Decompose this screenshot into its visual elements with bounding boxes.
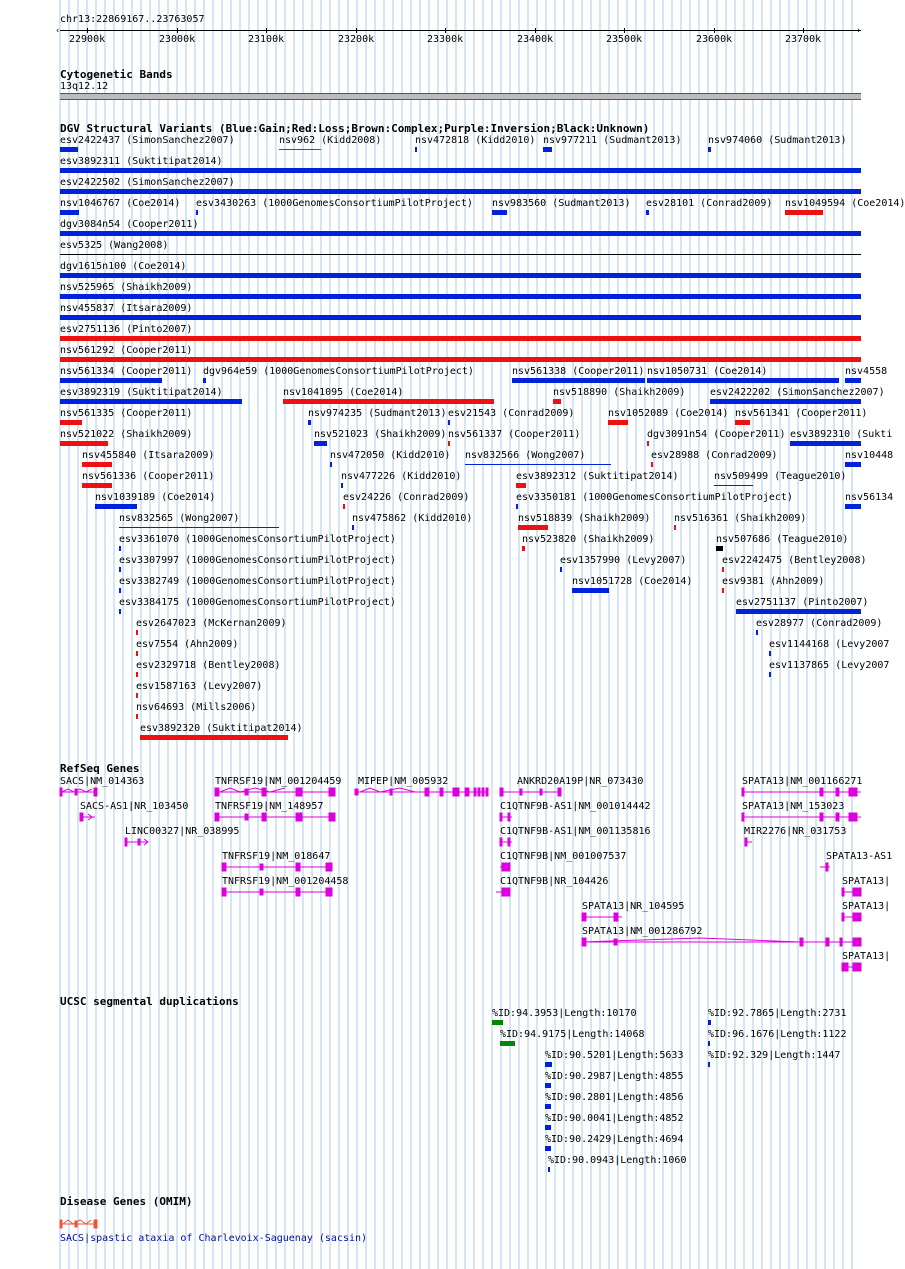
gene-label: SPATA13| xyxy=(842,901,891,912)
variant-label: nsv1052089 (Coe2014) xyxy=(608,408,729,419)
variant-label: esv3892310 (Sukti xyxy=(790,429,893,440)
segdup-label: %ID:90.2801|Length:4856 xyxy=(545,1092,684,1103)
variant-label: nsv472818 (Kidd2010) xyxy=(415,135,536,146)
cytoband-label: 13q12.12 xyxy=(60,81,109,92)
variant-label: esv2751136 (Pinto2007) xyxy=(60,324,193,335)
gene-label: C1QTNF9B-AS1|NM_001135816 xyxy=(500,826,651,837)
variant-label: esv2422437 (SimonSanchez2007) xyxy=(60,135,235,146)
variant-label: esv3350181 (1000GenomesConsortiumPilotProject) xyxy=(516,492,793,503)
segdup-bar[interactable] xyxy=(548,1167,550,1172)
variant-label: nsv974235 (Sudmant2013) xyxy=(308,408,447,419)
variant-label: esv3382749 (1000GenomesConsortiumPilotProject) xyxy=(119,576,396,587)
segdup-bar[interactable] xyxy=(500,1041,515,1046)
variant-label: esv3892312 (Suktitipat2014) xyxy=(516,471,679,482)
variant-label: esv2242475 (Bentley2008) xyxy=(722,555,867,566)
segdup-label: %ID:92.329|Length:1447 xyxy=(708,1050,841,1061)
gene-label: SPATA13|NM_001166271 xyxy=(742,776,863,787)
variant-label: nsv561336 (Cooper2011) xyxy=(82,471,215,482)
variant-label: nsv561341 (Cooper2011) xyxy=(735,408,868,419)
variant-label: nsv1041095 (Coe2014) xyxy=(283,387,404,398)
gene-label: MIPEP|NM_005932 xyxy=(358,776,449,787)
variant-label: esv1144168 (Levy2007 xyxy=(769,639,890,650)
variant-label: nsv10448 xyxy=(845,450,894,461)
variant-label: nsv507686 (Teague2010) xyxy=(716,534,849,545)
variant-label: esv9381 (Ahn2009) xyxy=(722,576,825,587)
segdup-bar[interactable] xyxy=(708,1020,711,1025)
variant-label: esv1357990 (Levy2007) xyxy=(560,555,687,566)
gene-label: C1QTNF9B|NR_104426 xyxy=(500,876,609,887)
variant-label: dgv964e59 (1000GenomesConsortiumPilotProject) xyxy=(203,366,474,377)
ruler-tick-label: 23200k xyxy=(338,34,375,45)
variant-label: esv21543 (Conrad2009) xyxy=(448,408,575,419)
coordinate-label: chr13:22869167..23763057 xyxy=(60,14,205,25)
gene-label: SPATA13| xyxy=(842,876,891,887)
variant-label: dgv3091n54 (Cooper2011) xyxy=(647,429,786,440)
variant-label: dgv3084n54 (Cooper2011) xyxy=(60,219,199,230)
variant-label: nsv518839 (Shaikh2009) xyxy=(518,513,651,524)
variant-label: esv28988 (Conrad2009) xyxy=(651,450,778,461)
variant-label: esv2647023 (McKernan2009) xyxy=(136,618,287,629)
variant-label: nsv475862 (Kidd2010) xyxy=(352,513,473,524)
segdup-bar[interactable] xyxy=(545,1104,551,1109)
ruler-tick-label: 23500k xyxy=(606,34,643,45)
variant-label: dgv1615n100 (Coe2014) xyxy=(60,261,187,272)
track-title-omim[interactable]: Disease Genes (OMIM) xyxy=(60,1195,193,1208)
ruler-tick-label: 23300k xyxy=(427,34,464,45)
gene-label: SPATA13|NR_104595 xyxy=(582,901,685,912)
gene-label: C1QTNF9B|NM_001007537 xyxy=(500,851,627,862)
variant-label: esv3892319 (Suktitipat2014) xyxy=(60,387,223,398)
segdup-bar[interactable] xyxy=(545,1062,552,1067)
variant-label: nsv974060 (Sudmant2013) xyxy=(708,135,847,146)
gene-label: TNFRSF19|NM_148957 xyxy=(215,801,324,812)
omim-gene-model[interactable] xyxy=(60,1218,100,1230)
ruler-tick-label: 22900k xyxy=(69,34,106,45)
variant-label: nsv455837 (Itsara2009) xyxy=(60,303,193,314)
segdup-label: %ID:90.2429|Length:4694 xyxy=(545,1134,684,1145)
track-title-refseq[interactable]: RefSeq Genes xyxy=(60,762,140,775)
variant-label: esv3892311 (Suktitipat2014) xyxy=(60,156,223,167)
variant-label: esv28101 (Conrad2009) xyxy=(646,198,773,209)
variant-label: esv3384175 (1000GenomesConsortiumPilotProject) xyxy=(119,597,396,608)
gene-label: LINC00327|NR_038995 xyxy=(125,826,240,837)
segdup-label: %ID:90.0041|Length:4852 xyxy=(545,1113,684,1124)
track-title-dgv[interactable]: DGV Structural Variants (Blue:Gain;Red:Loss;Brown:Complex;Purple:Inversion;Black:Unknown) xyxy=(60,122,650,135)
gene-label: SACS|NM_014363 xyxy=(60,776,145,787)
track-title-cytoband[interactable]: Cytogenetic Bands xyxy=(60,68,173,81)
variant-label: esv1587163 (Levy2007) xyxy=(136,681,263,692)
variant-label: esv2422202 (SimonSanchez2007) xyxy=(710,387,885,398)
variant-label: esv24226 (Conrad2009) xyxy=(343,492,470,503)
variant-label: esv1137865 (Levy2007 xyxy=(769,660,890,671)
variant-label: esv5325 (Wang2008) xyxy=(60,240,169,251)
variant-label: esv3361070 (1000GenomesConsortiumPilotProject) xyxy=(119,534,396,545)
variant-label: nsv477226 (Kidd2010) xyxy=(341,471,462,482)
variant-label: nsv1049594 (Coe2014) xyxy=(785,198,905,209)
ruler-left-arrow: ‹ xyxy=(55,26,61,36)
segdup-bar[interactable] xyxy=(545,1146,551,1151)
ruler-tick-label: 23000k xyxy=(159,34,196,45)
gene-label: SPATA13|NM_001286792 xyxy=(582,926,703,937)
variant-label: nsv832566 (Wong2007) xyxy=(465,450,586,461)
segdup-bar[interactable] xyxy=(708,1041,710,1046)
variant-label: nsv561337 (Cooper2011) xyxy=(448,429,581,440)
variant-label: nsv521022 (Shaikh2009) xyxy=(60,429,193,440)
variant-label: nsv455840 (Itsara2009) xyxy=(82,450,215,461)
gene-label: SACS-AS1|NR_103450 xyxy=(80,801,189,812)
variant-label: nsv1050731 (Coe2014) xyxy=(647,366,768,377)
variant-label: esv7554 (Ahn2009) xyxy=(136,639,239,650)
gene-label: SPATA13| xyxy=(842,951,891,962)
variant-label: nsv525965 (Shaikh2009) xyxy=(60,282,193,293)
variant-label: nsv977211 (Sudmant2013) xyxy=(543,135,682,146)
variant-label: esv3892320 (Suktitipat2014) xyxy=(140,723,303,734)
gene-label: TNFRSF19|NM_018647 xyxy=(222,851,331,862)
ruler-right-arrow: › xyxy=(856,26,862,36)
gene-label: C1QTNF9B-AS1|NM_001014442 xyxy=(500,801,651,812)
variant-label: esv3307997 (1000GenomesConsortiumPilotProject) xyxy=(119,555,396,566)
variant-label: nsv523820 (Shaikh2009) xyxy=(522,534,655,545)
variant-label: nsv1051728 (Coe2014) xyxy=(572,576,693,587)
segdup-label: %ID:94.9175|Length:14068 xyxy=(500,1029,645,1040)
variant-label: nsv56134 xyxy=(845,492,894,503)
gene-label: ANKRD20A19P|NR_073430 xyxy=(517,776,644,787)
segdup-bar[interactable] xyxy=(545,1125,551,1130)
variant-label: esv28977 (Conrad2009) xyxy=(756,618,883,629)
variant-label: nsv983560 (Sudmant2013) xyxy=(492,198,631,209)
ruler-tick-label: 23100k xyxy=(248,34,285,45)
variant-label: nsv521023 (Shaikh2009) xyxy=(314,429,447,440)
segdup-label: %ID:94.3953|Length:10170 xyxy=(492,1008,637,1019)
segdup-bar[interactable] xyxy=(708,1062,710,1067)
omim-link[interactable]: SACS|spastic ataxia of Charlevoix-Saguenay (sacsin) xyxy=(60,1233,368,1244)
variant-label: nsv516361 (Shaikh2009) xyxy=(674,513,807,524)
variant-label: esv2751137 (Pinto2007) xyxy=(736,597,869,608)
variant-label: nsv962 (Kidd2008) xyxy=(279,135,382,146)
variant-label: nsv509499 (Teague2010) xyxy=(714,471,847,482)
variant-label: nsv561335 (Cooper2011) xyxy=(60,408,193,419)
variant-label: nsv561292 (Cooper2011) xyxy=(60,345,193,356)
variant-label: nsv518890 (Shaikh2009) xyxy=(553,387,686,398)
variant-label: nsv64693 (Mills2006) xyxy=(136,702,257,713)
segdup-bar[interactable] xyxy=(492,1020,503,1025)
variant-label: nsv472050 (Kidd2010) xyxy=(330,450,451,461)
variant-label: nsv1039189 (Coe2014) xyxy=(95,492,216,503)
segdup-bar[interactable] xyxy=(545,1083,551,1088)
variant-label: nsv561338 (Cooper2011) xyxy=(512,366,645,377)
variant-label: esv3430263 (1000GenomesConsortiumPilotProject) xyxy=(196,198,473,209)
track-title-segdup[interactable]: UCSC segmental duplications xyxy=(60,995,239,1008)
gene-label: TNFRSF19|NM_001204459 xyxy=(215,776,342,787)
variant-label: nsv561334 (Cooper2011) xyxy=(60,366,193,377)
segdup-label: %ID:92.7865|Length:2731 xyxy=(708,1008,847,1019)
variant-label: esv2329718 (Bentley2008) xyxy=(136,660,281,671)
segdup-label: %ID:90.0943|Length:1060 xyxy=(548,1155,687,1166)
variant-label: nsv832565 (Wong2007) xyxy=(119,513,240,524)
ruler-tick-label: 23700k xyxy=(785,34,822,45)
segdup-label: %ID:90.2987|Length:4855 xyxy=(545,1071,684,1082)
gene-label: MIR2276|NR_031753 xyxy=(744,826,847,837)
gene-label: SPATA13-AS1 xyxy=(826,851,893,862)
variant-label: esv2422502 (SimonSanchez2007) xyxy=(60,177,235,188)
segdup-label: %ID:96.1676|Length:1122 xyxy=(708,1029,847,1040)
ruler-tick-label: 23600k xyxy=(696,34,733,45)
gene-label: SPATA13|NM_153023 xyxy=(742,801,845,812)
ruler-tick-label: 23400k xyxy=(517,34,554,45)
variant-label: nsv4558 xyxy=(845,366,888,377)
segdup-label: %ID:90.5201|Length:5633 xyxy=(545,1050,684,1061)
variant-label: nsv1046767 (Coe2014) xyxy=(60,198,181,209)
gene-label: TNFRSF19|NM_001204458 xyxy=(222,876,349,887)
